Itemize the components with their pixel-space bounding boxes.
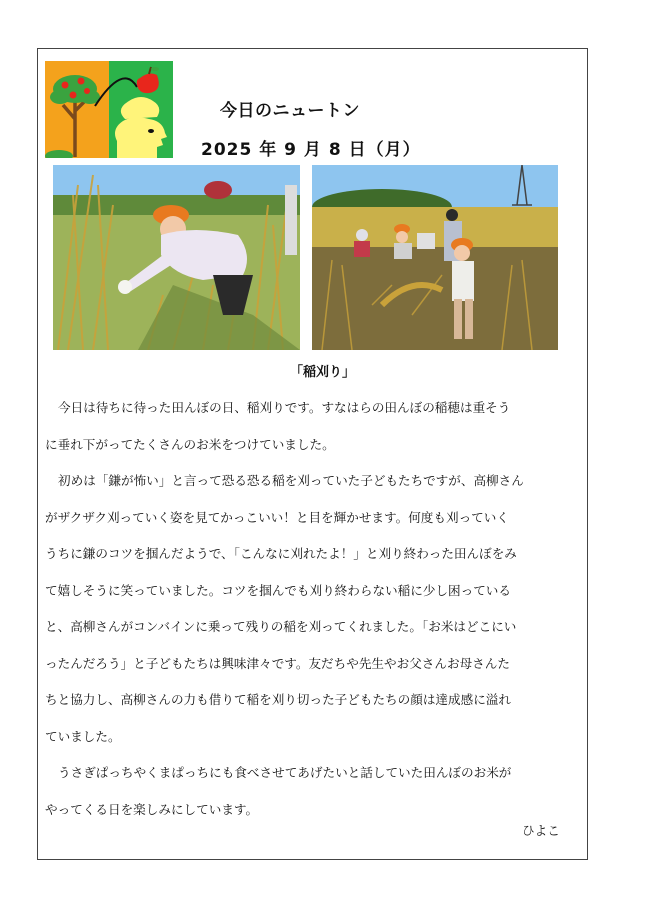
paragraph-line: ったんだろう」と子どもたちは興味津々です。友だちや先生やお父さんお母さんた xyxy=(45,655,510,671)
paragraph-line: うさぎぱっちやくまぱっちにも食べさせてあげたいと話していた田んぼのお米が xyxy=(58,765,512,780)
paragraph-line: と、高柳さんがコンバインに乗って残りの稲を刈ってくれました。「お米はどこにい xyxy=(45,619,517,634)
paragraph-line: に垂れ下がってたくさんのお米をつけていました。 xyxy=(45,436,335,452)
photo-caption: 「稲刈り」 xyxy=(289,365,355,380)
paragraph-line: がザクザク刈っていく姿を見てかっこいい！と目を輝かせます。何度も刈っていく xyxy=(45,509,509,525)
paragraph-line: ていました。 xyxy=(45,728,121,744)
photo-rice-field-children xyxy=(312,165,558,350)
paragraph-line: て嬉しそうに笑っていました。コツを掴んでも刈り終わらない稲に少し困っている xyxy=(45,582,511,598)
paragraph-line: やってくる日を楽しみにしています。 xyxy=(45,801,259,817)
author-signature: ひよこ xyxy=(522,823,560,838)
paragraph-line: 初めは「鎌が怖い」と言って恐る恐る稲を刈っていた子どもたちですが、高柳さん xyxy=(58,473,524,488)
photo-child-harvesting-rice xyxy=(53,165,300,350)
article-body xyxy=(45,396,585,834)
paragraph-line: うちに鎌のコツを掴んだようで、「こんなに刈れたよ！」と刈り終わった田んぼをみ xyxy=(45,546,517,561)
paragraph-line: ちと協力し、高柳さんの力も借りて稲を刈り切った子どもたちの顔は達成感に溢れ xyxy=(45,692,511,707)
paragraph-line: 今日は待ちに待った田んぼの日、稲刈りです。すなはらの田んぼの稲穂は重そう xyxy=(58,400,511,415)
newton-logo xyxy=(45,61,173,158)
newsletter-title: 今日のニュートン xyxy=(220,101,360,121)
newsletter-date: 2025 年 9 月 8 日（月） xyxy=(201,140,421,160)
